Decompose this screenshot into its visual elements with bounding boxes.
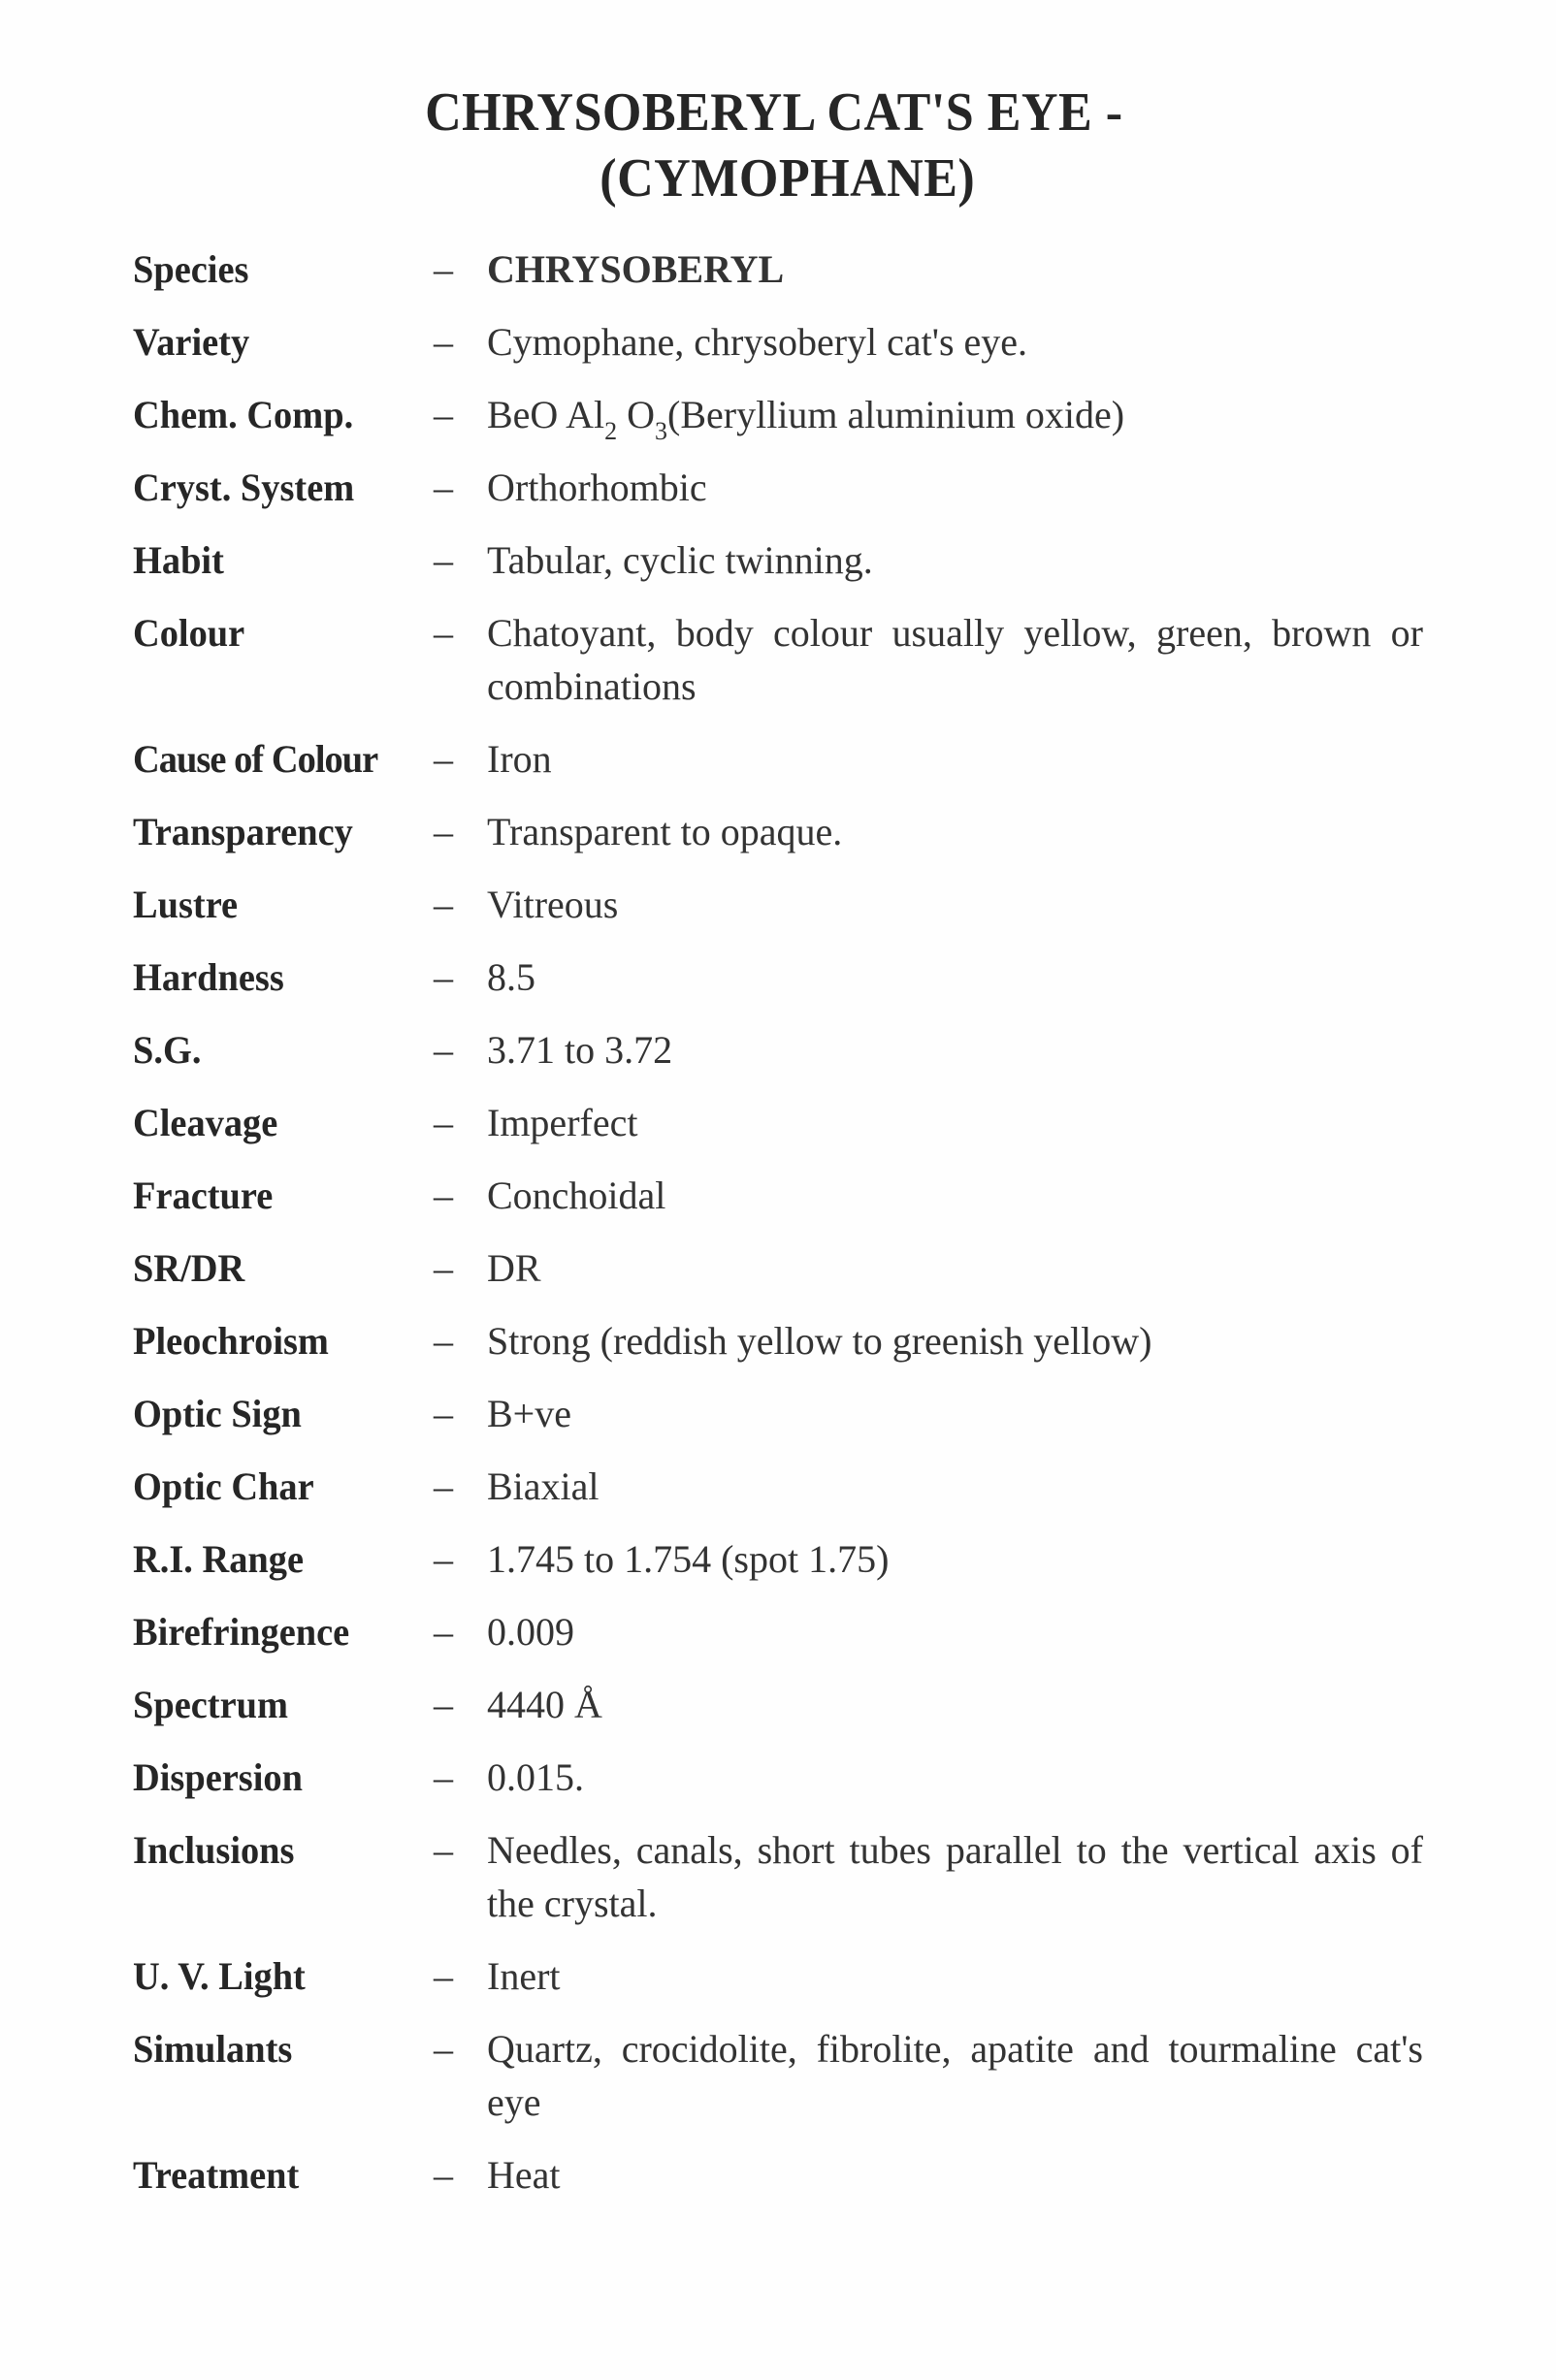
property-label: Transparency [133, 810, 353, 853]
separator-dash: – [434, 1392, 453, 1435]
formula-part: BeO Al [487, 393, 605, 436]
property-label: Lustre [133, 883, 239, 926]
property-value: Conchoidal [487, 1174, 666, 1217]
property-value: Imperfect [487, 1101, 638, 1144]
property-row-sg [133, 1023, 1423, 1077]
property-label: Optic Char [133, 1464, 314, 1508]
property-value: 3.71 to 3.72 [487, 1028, 673, 1072]
property-value [487, 388, 1423, 445]
separator-dash: – [434, 2153, 453, 2197]
property-value: Strong (reddish yellow to greenish yellow) [487, 1319, 1152, 1363]
separator-dash: – [434, 393, 453, 436]
property-label: Treatment [133, 2153, 300, 2197]
property-label: Cryst. System [133, 466, 355, 509]
separator-dash: – [434, 1537, 453, 1581]
separator-dash: – [434, 247, 453, 291]
separator-dash: – [434, 1464, 453, 1508]
property-value: Iron [487, 737, 552, 781]
property-value: CHRYSOBERYL [487, 247, 785, 291]
separator-dash: – [434, 320, 453, 364]
property-row-fracture [133, 1169, 1423, 1222]
property-label: Dispersion [133, 1755, 303, 1799]
property-value: 4440 Å [487, 1683, 602, 1726]
property-label: SR/DR [133, 1246, 245, 1290]
property-label: Colour [133, 611, 245, 655]
property-row-habit [133, 533, 1423, 587]
separator-dash: – [434, 810, 453, 853]
separator-dash: – [434, 1028, 453, 1072]
property-value: B+ve [487, 1392, 571, 1435]
property-value: DR [487, 1246, 541, 1290]
property-label: Fracture [133, 1174, 274, 1217]
property-row-sr-dr [133, 1241, 1423, 1295]
property-label: Simulants [133, 2027, 293, 2071]
property-value: Cymophane, chrysoberyl cat's eye. [487, 320, 1028, 364]
separator-dash: – [434, 538, 453, 582]
title-line-2: (CYMOPHANE) [600, 148, 976, 209]
property-row-dispersion [133, 1751, 1423, 1804]
property-row-colour [133, 606, 1423, 713]
property-value: Orthorhombic [487, 466, 707, 509]
separator-dash: – [434, 1246, 453, 1290]
property-value: Transparent to opaque. [487, 810, 843, 853]
formula-subscript: 2 [604, 417, 618, 445]
property-value: Biaxial [487, 1464, 600, 1508]
property-row-ri-range [133, 1532, 1423, 1586]
separator-dash: – [434, 737, 453, 781]
formula-part: O [617, 393, 656, 436]
page-title [50, 80, 1498, 211]
property-row-cryst-system [133, 461, 1423, 514]
property-row-birefringence [133, 1605, 1423, 1658]
property-row-cleavage [133, 1096, 1423, 1149]
separator-dash: – [434, 466, 453, 509]
separator-dash: – [434, 1319, 453, 1363]
property-label: Birefringence [133, 1610, 350, 1654]
separator-dash: – [434, 1174, 453, 1217]
property-row-simulants [133, 2022, 1423, 2129]
property-row-transparency [133, 805, 1423, 858]
property-label: Spectrum [133, 1683, 288, 1726]
property-row-inclusions [133, 1823, 1423, 1930]
property-value: 0.015. [487, 1755, 584, 1799]
property-label: U. V. Light [133, 1954, 306, 1998]
property-row-hardness [133, 950, 1423, 1004]
property-value: Tabular, cyclic twinning. [487, 538, 873, 582]
title-line-1: CHRYSOBERYL CAT'S EYE - [425, 82, 1123, 143]
property-label: Species [133, 247, 249, 291]
property-row-variety [133, 315, 1423, 369]
property-value: Vitreous [487, 883, 619, 926]
property-value: Quartz, crocidolite, fibrolite, apatite and tourmaline cat's eye [487, 2027, 1423, 2124]
property-value: Chatoyant, body colour usually yellow, green, brown or combinations [487, 611, 1423, 708]
property-value: 0.009 [487, 1610, 574, 1654]
property-row-pleochroism [133, 1314, 1423, 1367]
property-row-optic-char [133, 1460, 1423, 1513]
property-row-optic-sign [133, 1387, 1423, 1440]
property-value: Inert [487, 1954, 561, 1998]
separator-dash: – [434, 1828, 453, 1872]
property-label: Optic Sign [133, 1392, 302, 1435]
property-row-species [133, 242, 1423, 296]
property-list [133, 242, 1423, 2202]
property-value: 8.5 [487, 955, 535, 999]
separator-dash: – [434, 883, 453, 926]
property-row-lustre [133, 878, 1423, 931]
separator-dash: – [434, 1755, 453, 1799]
formula-subscript: 3 [655, 417, 668, 445]
property-row-treatment [133, 2148, 1423, 2202]
property-value: 1.745 to 1.754 (spot 1.75) [487, 1537, 890, 1581]
property-value: Needles, canals, short tubes parallel to the vertical axis of the crystal. [487, 1828, 1423, 1925]
property-label: Inclusions [133, 1828, 295, 1872]
property-label: S.G. [133, 1028, 202, 1072]
separator-dash: – [434, 1610, 453, 1654]
property-label: Hardness [133, 955, 284, 999]
separator-dash: – [434, 611, 453, 655]
property-row-cause-of-colour [133, 732, 1423, 786]
property-label: Chem. Comp. [133, 393, 354, 436]
property-label: Cleavage [133, 1101, 278, 1144]
formula-description: (Beryllium aluminium oxide) [667, 393, 1125, 436]
property-label: Variety [133, 320, 250, 364]
property-label: Cause of Colour [133, 737, 378, 781]
property-label: Pleochroism [133, 1319, 329, 1363]
property-row-spectrum [133, 1678, 1423, 1731]
property-label: Habit [133, 538, 224, 582]
separator-dash: – [434, 1954, 453, 1998]
property-label: R.I. Range [133, 1537, 305, 1581]
separator-dash: – [434, 955, 453, 999]
separator-dash: – [434, 1101, 453, 1144]
separator-dash: – [434, 2027, 453, 2071]
property-value: Heat [487, 2153, 561, 2197]
separator-dash: – [434, 1683, 453, 1726]
property-row-chem-comp [133, 388, 1423, 445]
property-row-uv-light [133, 1949, 1423, 2003]
